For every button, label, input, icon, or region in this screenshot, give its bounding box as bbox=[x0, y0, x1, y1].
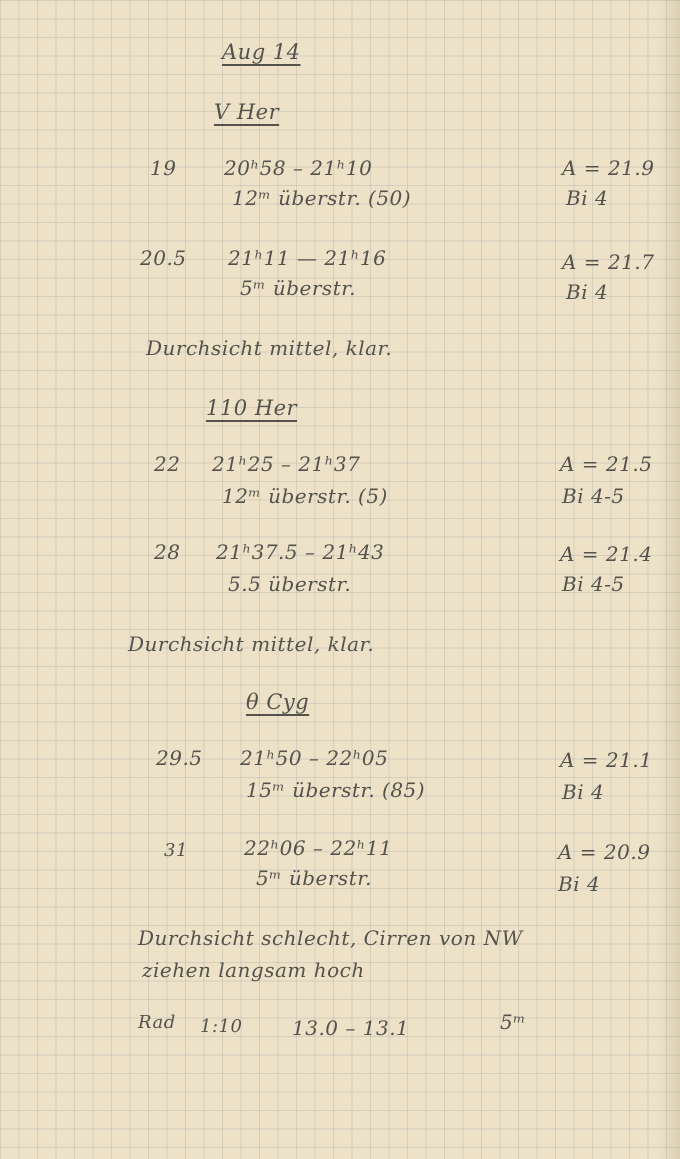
row-bi-value: Bi 4 bbox=[566, 280, 609, 304]
row-detail: 15ᵐ überstr. (85) bbox=[246, 778, 426, 802]
row-a-value: A = 21.7 bbox=[562, 250, 655, 274]
row-a-value: A = 20.9 bbox=[558, 840, 651, 864]
row-time: 20ʰ58 – 21ʰ10 bbox=[224, 156, 373, 180]
row-detail: 12ᵐ überstr. (50) bbox=[232, 186, 412, 210]
row-number: 28 bbox=[154, 540, 181, 564]
footer-minutes: 5ᵐ bbox=[500, 1010, 526, 1034]
row-bi-value: Bi 4-5 bbox=[562, 484, 625, 508]
row-bi-value: Bi 4 bbox=[566, 186, 609, 210]
row-time: 22ʰ06 – 22ʰ11 bbox=[244, 836, 393, 860]
section-heading-v-her: V Her bbox=[214, 100, 280, 124]
observation-note: Durchsicht mittel, klar. bbox=[128, 632, 375, 656]
observation-note-continued: ziehen langsam hoch bbox=[142, 958, 365, 982]
row-number: 20.5 bbox=[140, 246, 187, 270]
observation-note: Durchsicht schlecht, Cirren von NW bbox=[138, 926, 523, 950]
footer-ratio: 1:10 bbox=[200, 1016, 243, 1037]
footer-label: Rad bbox=[138, 1012, 176, 1033]
row-bi-value: Bi 4 bbox=[558, 872, 601, 896]
row-a-value: A = 21.4 bbox=[560, 542, 653, 566]
row-detail: 12ᵐ überstr. (5) bbox=[222, 484, 388, 508]
date-heading: Aug 14 bbox=[222, 40, 301, 64]
row-a-value: A = 21.9 bbox=[562, 156, 655, 180]
row-a-value: A = 21.1 bbox=[560, 748, 653, 772]
row-a-value: A = 21.5 bbox=[560, 452, 653, 476]
section-heading-theta-cyg: θ Cyg bbox=[246, 690, 310, 714]
row-bi-value: Bi 4 bbox=[562, 780, 605, 804]
row-number: 31 bbox=[164, 840, 188, 861]
row-detail: 5ᵐ überstr. bbox=[256, 866, 372, 890]
row-detail: 5ᵐ überstr. bbox=[240, 276, 356, 300]
row-time: 21ʰ25 – 21ʰ37 bbox=[212, 452, 361, 476]
row-time: 21ʰ50 – 22ʰ05 bbox=[240, 746, 389, 770]
row-time: 21ʰ11 — 21ʰ16 bbox=[228, 246, 387, 270]
footer-temperatures: 13.0 – 13.1 bbox=[292, 1016, 410, 1040]
observation-note: Durchsicht mittel, klar. bbox=[146, 336, 393, 360]
row-number: 19 bbox=[150, 156, 177, 180]
page-edge-shadow bbox=[658, 0, 680, 1159]
section-heading-110-her: 110 Her bbox=[206, 396, 298, 420]
row-number: 29.5 bbox=[156, 746, 203, 770]
row-number: 22 bbox=[154, 452, 181, 476]
row-time: 21ʰ37.5 – 21ʰ43 bbox=[216, 540, 385, 564]
row-bi-value: Bi 4-5 bbox=[562, 572, 625, 596]
row-detail: 5.5 überstr. bbox=[228, 572, 352, 596]
